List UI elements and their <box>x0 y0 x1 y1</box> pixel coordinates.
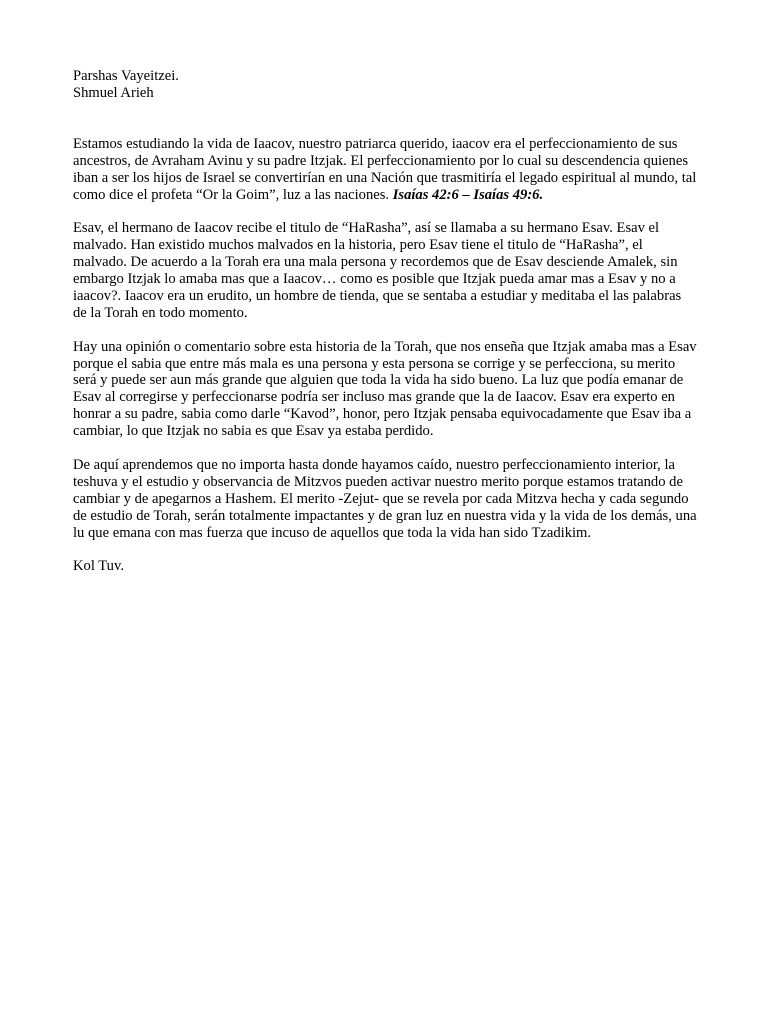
document-page <box>73 68 697 592</box>
scripture-citation: Isaías 42:6 – Isaías 49:6. <box>392 186 544 203</box>
header-spacer <box>73 102 697 136</box>
closing-line: Kol Tuv. <box>73 558 124 575</box>
document-author: Shmuel Arieh <box>73 84 154 101</box>
paragraph-2: Esav, el hermano de Iaacov recibe el titulo de “HaRasha”, así se llamaba a su hermano Esav. Esav el malvado. Han existido muchos malvados en la historia, pero Esav tiene el titulo de “HaRasha”, el malvado. De acuerdo a la Torah era una mala persona y recordemos que de Esav desciende Amalek, sin embargo Itzjak lo amaba mas que a Iaacov… como es posible que Itzjak pueda amar mas a Esav y no a iaacov?. Iaacov era un erudito, un hombre de tienda, que se sentaba a estudiar y meditaba el las palabras de la Torah en todo momento. <box>73 220 682 321</box>
document-title: Parshas Vayeitzei. <box>73 68 179 84</box>
paragraph-1 <box>73 136 697 204</box>
paragraph-1-text: Estamos estudiando la vida de Iaacov, nuestro patriarca querido, iaacov era el perfeccionamiento de sus ancestros, de Avraham Avinu y su padre Itzjak. El perfeccionamiento por lo cual su descendencia quienes iban a ser los hijos de Israel se convertirían en una Nación que trasmitiría el legado espiritual al mundo, tal como dice el profeta “Or la Goim”, luz a las naciones. <box>73 135 697 203</box>
paragraph-3: Hay una opinión o comentario sobre esta historia de la Torah, que nos enseña que Itzjak amaba mas a Esav porque el sabia que entre más mala es una persona y esta persona se corrige y se perfecciona, su merito será y puede ser aun más grande que alguien que toda la vida ha sido bueno. La luz que podía emanar de Esav al corregirse y perfeccionarse podría ser incluso mas grande que la de Iaacov. Esav era experto en honrar a su padre, sabia como darle “Kavod”, honor, pero Itzjak pensaba equivocadamente que Esav iba a cambiar, lo que Itzjak no sabia es que Esav ya estaba perdido. <box>73 338 697 440</box>
paragraph-4: De aquí aprendemos que no importa hasta donde hayamos caído, nuestro perfeccionamiento interior, la teshuva y el estudio y observancia de Mitzvos pueden activar nuestro merito porque estamos tratando de cambiar y de apegarnos a Hashem. El merito -Zejut- que se revela por cada Mitzva hecha y cada segundo de estudio de Torah, serán totalmente impactantes y de gran luz en nuestra vida y la vida de los demás, una lu que emana con mas fuerza que incuso de aquellos que toda la vida han sido Tzadikim. <box>73 456 697 541</box>
